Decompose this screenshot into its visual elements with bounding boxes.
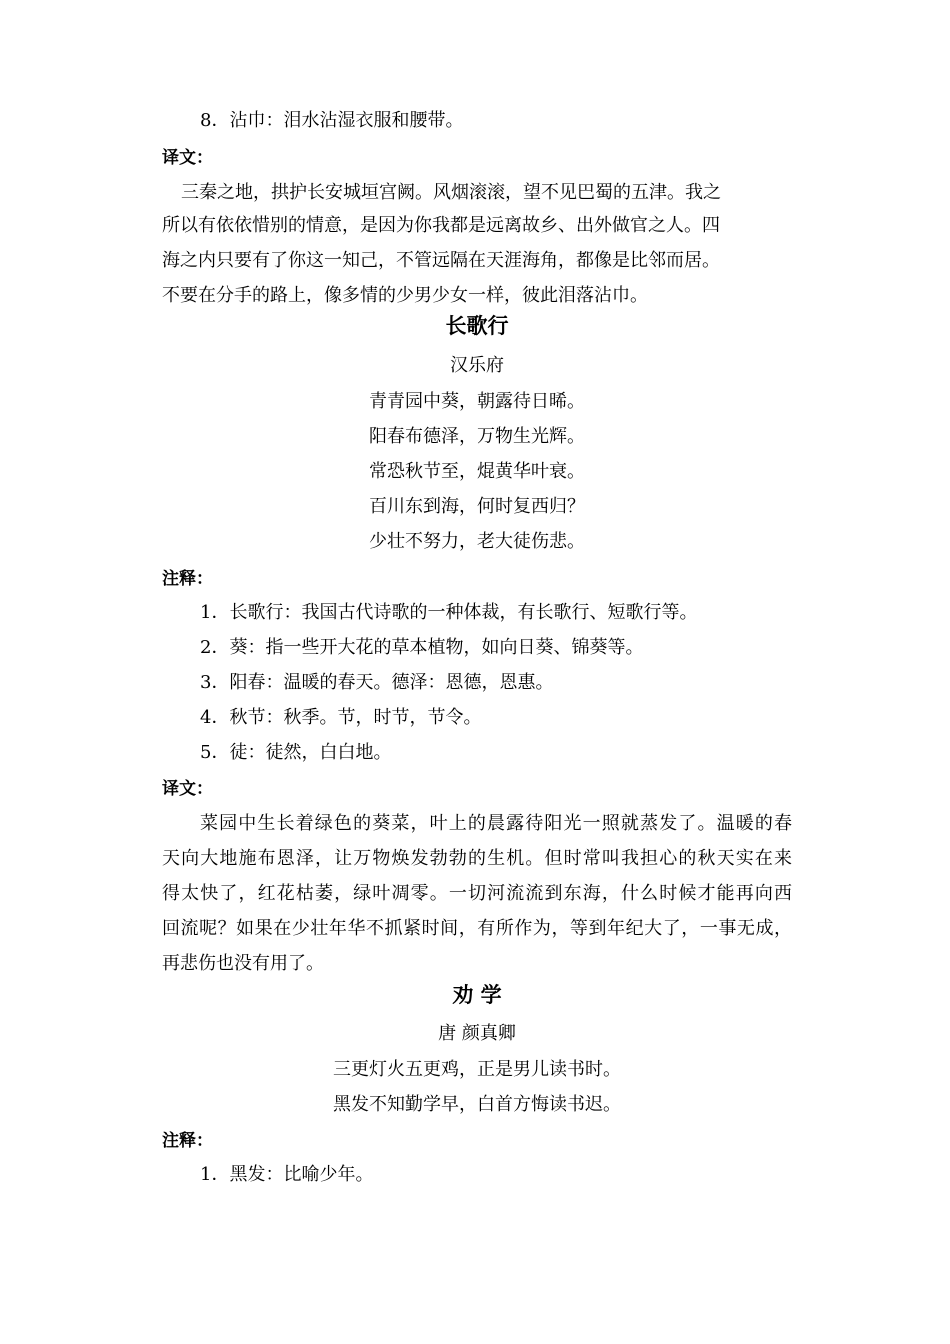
poem1-note: 2．葵：指一些开大花的草本植物，如向日葵、锦葵等。	[200, 637, 644, 658]
poem1-author: 汉乐府	[450, 355, 504, 376]
prev-translation-line: 不要在分手的路上，像多情的少男少女一样，彼此泪落沾巾。	[162, 285, 648, 306]
poem1-translation-line: 天向大地施布恩泽，让万物焕发勃勃的生机。但时常叫我担心的秋天实在来	[162, 848, 792, 869]
poem1-translation-label: 译文：	[162, 779, 213, 799]
prev-translation-line: 三秦之地，拱护长安城垣宫阙。风烟滚滚，望不见巴蜀的五津。我之	[181, 182, 721, 203]
poem2-note: 1．黑发：比喻少年。	[200, 1164, 374, 1185]
poem1-note: 1．长歌行：我国古代诗歌的一种体裁，有长歌行、短歌行等。	[200, 602, 698, 623]
prev-translation-line: 所以有依依惜别的情意，是因为你我都是远离故乡、出外做官之人。四	[162, 215, 720, 236]
poem1-title: 长歌行	[445, 314, 509, 338]
poem1-translation-line: 再悲伤也没有用了。	[162, 953, 324, 974]
poem1-notes-label: 注释：	[162, 569, 213, 589]
poem2-verse: 三更灯火五更鸡，正是男儿读书时。	[333, 1059, 621, 1080]
poem1-verse: 常恐秋节至，焜黄华叶衰。	[369, 461, 585, 482]
poem1-verse: 青青园中葵，朝露待日晞。	[369, 391, 585, 412]
poem1-note: 5．徒：徒然，白白地。	[200, 742, 392, 763]
poem2-title: 劝 学	[452, 983, 502, 1007]
poem2-verse: 黑发不知勤学早，白首方悔读书迟。	[333, 1094, 621, 1115]
poem2-author: 唐 颜真卿	[438, 1023, 516, 1044]
poem1-note: 4．秋节：秋季。节，时节，节令。	[200, 707, 482, 728]
poem2-notes-label: 注释：	[162, 1131, 213, 1151]
prev-translation-label: 译文：	[162, 148, 213, 168]
poem1-verse: 阳春布德泽，万物生光辉。	[369, 426, 585, 447]
poem1-verse: 少壮不努力，老大徒伤悲。	[369, 531, 585, 552]
prev-note-8: 8．沾巾：泪水沾湿衣服和腰带。	[200, 110, 464, 131]
poem1-verse: 百川东到海，何时复西归？	[369, 496, 585, 517]
poem1-translation-line: 回流呢？如果在少壮年华不抓紧时间，有所作为，等到年纪大了，一事无成，	[162, 918, 792, 939]
poem1-note: 3．阳春：温暖的春天。德泽：恩德，恩惠。	[200, 672, 554, 693]
prev-translation-line: 海之内只要有了你这一知己，不管远隔在天涯海角，都像是比邻而居。	[162, 250, 720, 271]
poem1-translation-line: 得太快了，红花枯萎，绿叶凋零。一切河流流到东海，什么时候才能再向西	[162, 883, 792, 904]
poem1-translation-line: 菜园中生长着绿色的葵菜，叶上的晨露待阳光一照就蒸发了。温暖的春	[200, 813, 792, 834]
